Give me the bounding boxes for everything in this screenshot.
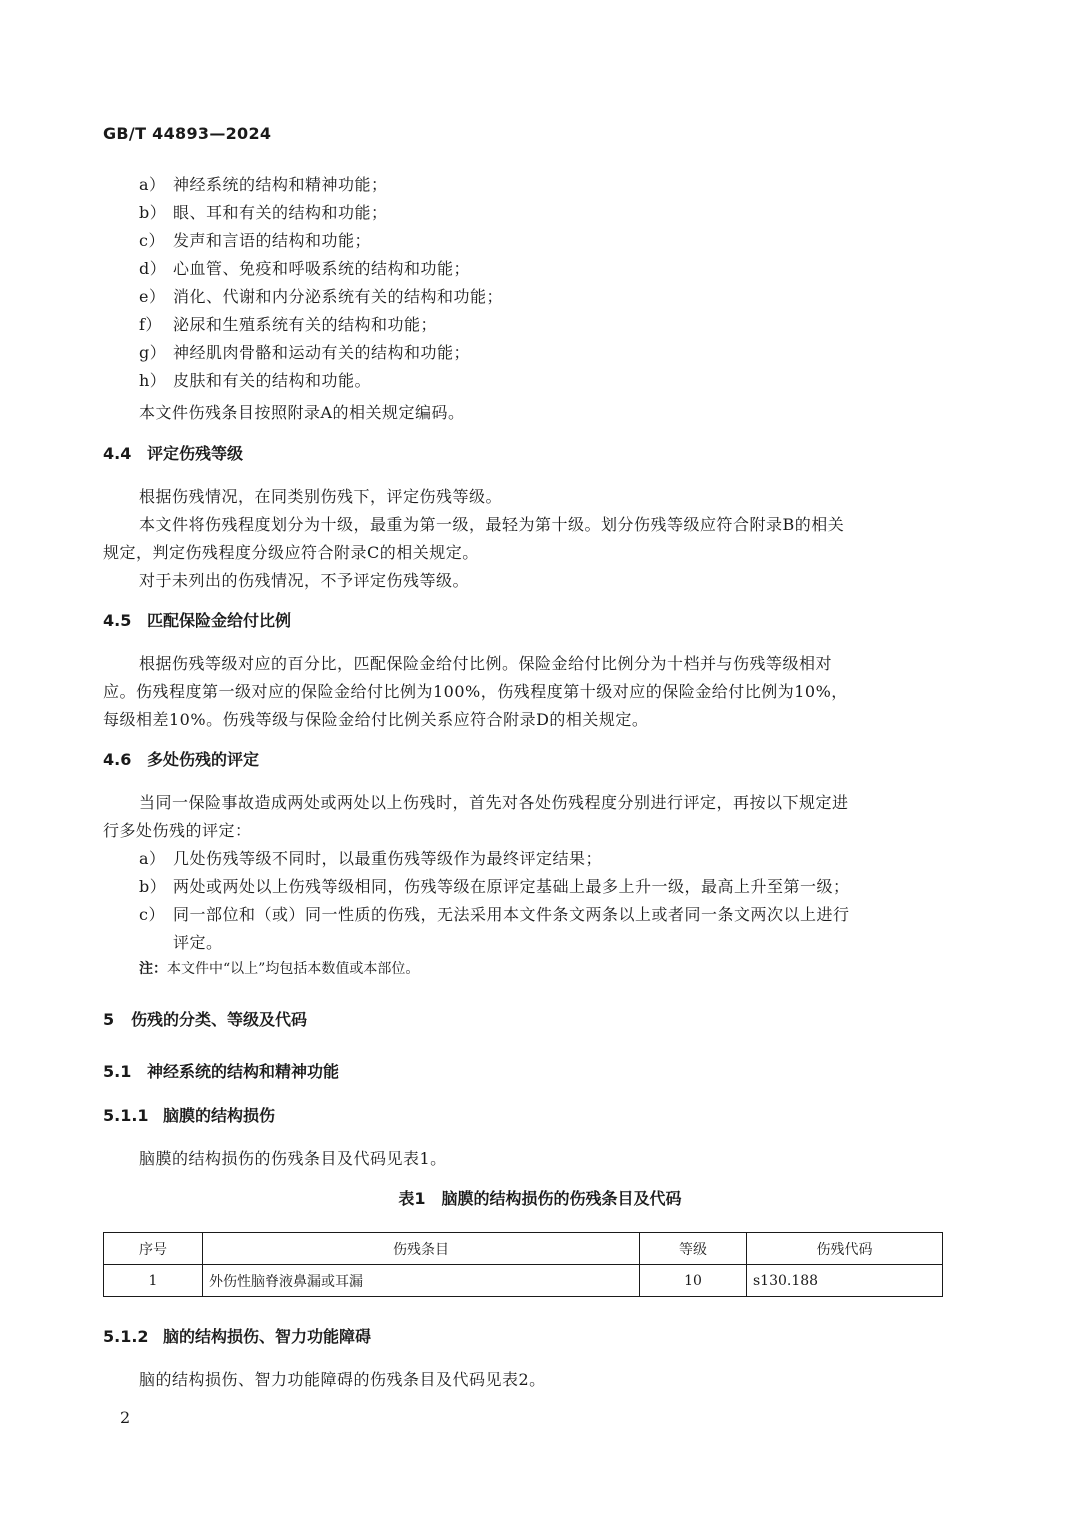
paragraph: 根据伤残等级对应的百分比，匹配保险金给付比例。保险金给付比例分为十档并与伤残等级相对	[139, 654, 833, 673]
paragraph: 脑膜的结构损伤的伤残条目及代码见表1。	[139, 1149, 447, 1168]
page-number: 2	[120, 1408, 131, 1427]
section-5-1-heading: 5.1 神经系统的结构和精神功能	[103, 1062, 340, 1081]
section-5-1-1-heading: 5.1.1 脑膜的结构损伤	[103, 1106, 276, 1125]
table-header-row	[104, 1233, 943, 1265]
paragraph: 规定，判定伤残程度分级应符合附录C的相关规定。	[103, 543, 479, 562]
section-5-1-2-heading: 5.1.2 脑的结构损伤、智力功能障碍	[103, 1327, 372, 1346]
list-item: c） 同一部位和（或）同一性质的伤残，无法采用本文件条文两条以上或者同一条文两次以上进行	[139, 905, 850, 924]
paragraph: 本文件将伤残程度划分为十级，最重为第一级，最轻为第十级。划分伤残等级应符合附录B的相关	[139, 515, 845, 534]
section-4-5-heading: 4.5 匹配保险金给付比例	[103, 611, 292, 630]
header-code: 伤残代码	[747, 1233, 943, 1265]
section-5-heading: 5 伤残的分类、等级及代码	[103, 1010, 308, 1029]
header-item: 伤残条目	[203, 1233, 640, 1265]
cell-seq: 1	[104, 1265, 203, 1297]
standard-number-header: GB/T 44893—2024	[103, 124, 272, 143]
paragraph: 每级相差10%。伤残等级与保险金给付比例关系应符合附录D的相关规定。	[103, 710, 649, 729]
paragraph: 根据伤残情况，在同类别伤残下，评定伤残等级。	[139, 487, 503, 506]
paragraph: 对于未列出的伤残情况，不予评定伤残等级。	[139, 571, 470, 590]
paragraph: 应。伤残程度第一级对应的保险金给付比例为100%，伤残程度第十级对应的保险金给付比例为10%，	[103, 682, 848, 701]
cell-item: 外伤性脑脊液鼻漏或耳漏	[203, 1265, 640, 1297]
list-item: e） 消化、代谢和内分泌系统有关的结构和功能；	[139, 287, 504, 306]
paragraph: 当同一保险事故造成两处或两处以上伤残时，首先对各处伤残程度分别进行评定，再按以下规定进	[139, 793, 849, 812]
paragraph: 脑的结构损伤、智力功能障碍的伤残条目及代码见表2。	[139, 1370, 546, 1389]
list-item: d） 心血管、免疫和呼吸系统的结构和功能；	[139, 259, 471, 278]
list-item: c） 发声和言语的结构和功能；	[139, 231, 372, 250]
section-4-6-heading: 4.6 多处伤残的评定	[103, 750, 260, 769]
table-1	[103, 1232, 943, 1297]
list-item: b） 眼、耳和有关的结构和功能；	[139, 203, 388, 222]
section-4-4-heading: 4.4 评定伤残等级	[103, 444, 244, 463]
paragraph: 行多处伤残的评定：	[103, 821, 252, 840]
coding-paragraph: 本文件伤残条目按照附录A的相关规定编码。	[139, 403, 465, 422]
list-item-continuation: 评定。	[173, 933, 223, 952]
list-item: g） 神经肌肉骨骼和运动有关的结构和功能；	[139, 343, 471, 362]
list-item: a） 神经系统的结构和精神功能；	[139, 175, 388, 194]
table-1-caption: 表1 脑膜的结构损伤的伤残条目及代码	[398, 1189, 682, 1208]
note: 注：本文件中“以上”均包括本数值或本部位。	[139, 961, 420, 977]
header-seq: 序号	[104, 1233, 203, 1265]
list-item: a） 几处伤残等级不同时，以最重伤残等级作为最终评定结果；	[139, 849, 603, 868]
list-item: f） 泌尿和生殖系统有关的结构和功能；	[139, 315, 438, 334]
list-item: b） 两处或两处以上伤残等级相同，伤残等级在原评定基础上最多上升一级，最高上升至第一级；	[139, 877, 850, 896]
cell-code: s130.188	[747, 1265, 943, 1297]
table-row	[104, 1265, 943, 1297]
list-item: h） 皮肤和有关的结构和功能。	[139, 371, 372, 390]
header-grade: 等级	[640, 1233, 747, 1265]
cell-grade: 10	[640, 1265, 747, 1297]
